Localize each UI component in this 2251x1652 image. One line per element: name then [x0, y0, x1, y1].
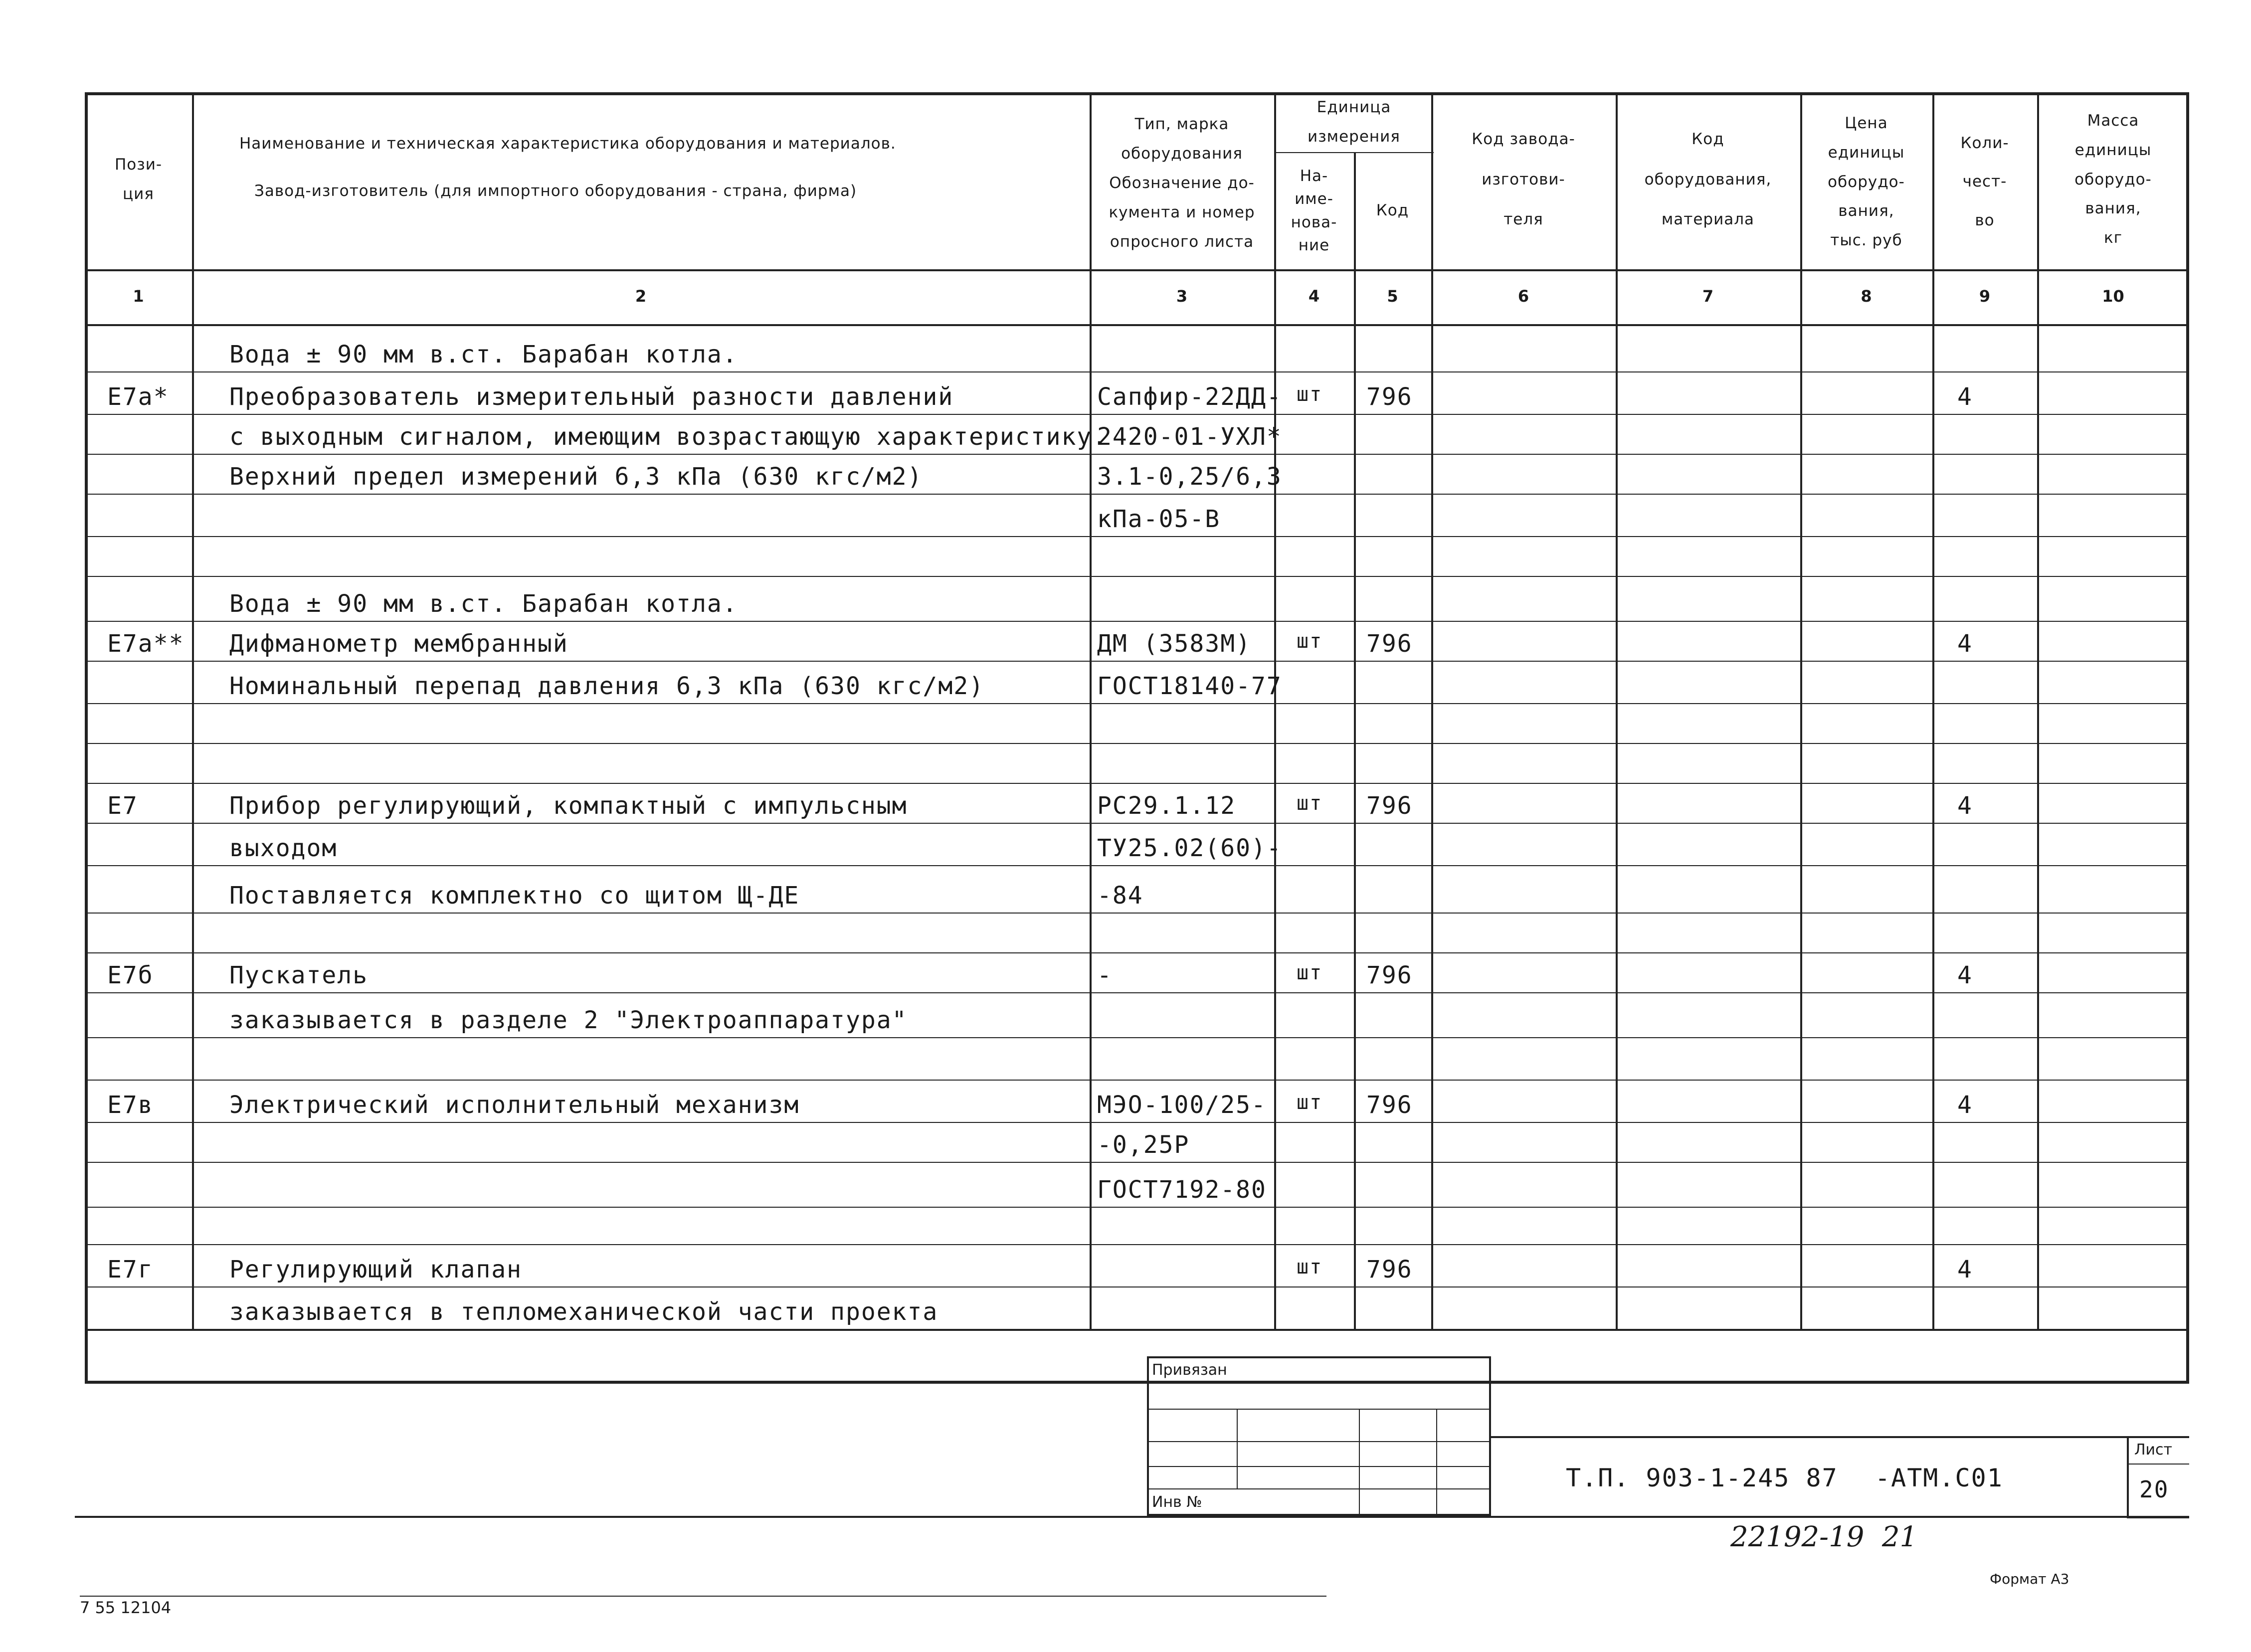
header-name-line1: Наименование и техническая характеристика оборудования и материалов. — [239, 135, 896, 153]
row-type: - — [1097, 961, 1113, 989]
row-position: Е7а* — [107, 383, 169, 411]
row-separator — [85, 1162, 2189, 1163]
sheet-label: Лист — [2134, 1441, 2173, 1459]
header-bottom-line — [85, 269, 2189, 271]
row-separator — [85, 823, 2189, 824]
row-name: Поставляется комплектно со щитом Щ-ДЕ — [229, 882, 800, 910]
row-type: кПа-05-В — [1097, 505, 1221, 533]
row-name: выходом — [229, 834, 338, 862]
row-position: Е7а** — [107, 630, 185, 658]
row-type: ГОСТ18140-77 — [1097, 672, 1282, 700]
row-unit: шт — [1297, 630, 1323, 653]
format-label: Формат А3 — [1990, 1571, 2069, 1587]
col-number-4: 4 — [1308, 287, 1320, 306]
footer-left-code: 7 55 12104 — [80, 1598, 172, 1617]
row-separator — [85, 1080, 2189, 1081]
row-type: ТУ25.02(60)- — [1097, 834, 1282, 862]
row-separator — [85, 865, 2189, 866]
col-number-7: 7 — [1702, 287, 1714, 306]
row-name: Пускатель — [229, 961, 369, 989]
col-number-3: 3 — [1176, 287, 1188, 306]
row-name: заказывается в тепломеханической части проекта — [229, 1298, 938, 1326]
row-separator — [85, 743, 2189, 744]
body-bottom-line — [85, 1329, 2189, 1331]
row-quantity: 4 — [1957, 961, 1973, 989]
row-name: Регулирующий клапан — [229, 1256, 523, 1284]
col-line-4 — [1354, 152, 1356, 1329]
col-line-9 — [2037, 92, 2039, 1329]
col-number-5: 5 — [1387, 287, 1398, 306]
col-line-1 — [192, 92, 194, 1329]
row-type: МЭО-100/25- — [1097, 1091, 1267, 1119]
col-line-7 — [1800, 92, 1802, 1329]
header-plant-code: Код завода- изготови- теля — [1472, 130, 1575, 229]
header-unit-name: На- име- нова- ние — [1291, 167, 1337, 254]
row-position: Е7 — [107, 792, 138, 820]
row-separator — [85, 661, 2189, 662]
row-quantity: 4 — [1957, 383, 1973, 411]
row-name: Номинальный перепад давления 6,3 кПа (630 кгс/м2) — [229, 672, 985, 700]
col-number-2: 2 — [635, 287, 647, 306]
col-number-9: 9 — [1979, 287, 1991, 306]
row-type: ДМ (3583М) — [1097, 630, 1251, 658]
row-separator — [85, 913, 2189, 914]
header-unit-code: Код — [1376, 201, 1409, 220]
col-line-3 — [1274, 92, 1276, 1329]
sheet-box-divider — [2127, 1464, 2189, 1465]
header-unit-group: Единица измерения — [1308, 98, 1400, 146]
col-line-8 — [1932, 92, 1934, 1329]
row-type: -0,25Р — [1097, 1131, 1190, 1159]
row-unit: шт — [1297, 1256, 1323, 1279]
sheet-number: 20 — [2139, 1476, 2169, 1503]
row-unit-code: 796 — [1366, 792, 1413, 820]
col-line-5 — [1431, 92, 1433, 1329]
title-block-top — [1491, 1436, 2189, 1438]
doc-code: Т.П. 903-1-245 87 — [1566, 1464, 1838, 1492]
col-number-6: 6 — [1517, 287, 1529, 306]
row-unit: шт — [1297, 383, 1323, 406]
row-separator — [85, 454, 2189, 455]
row-type: 2420-01-УХЛ* — [1097, 423, 1282, 451]
page-bottom-line — [75, 1516, 2189, 1518]
row-unit-code: 796 — [1366, 1256, 1413, 1284]
row-type: 3.1-0,25/6,3 — [1097, 463, 1282, 491]
row-position: Е7б — [107, 961, 154, 989]
row-quantity: 4 — [1957, 792, 1973, 820]
row-name: Верхний предел измерений 6,3 кПа (630 кгс/м2) — [229, 463, 923, 491]
col-numbers-bottom-line — [85, 324, 2189, 326]
header-mass: Масса единицы оборудо- вания, кг — [2074, 111, 2152, 247]
row-separator — [85, 992, 2189, 993]
stamp-vline-3 — [1436, 1409, 1437, 1516]
header-name-line2: Завод-изготовитель (для импортного оборудования - страна, фирма) — [254, 182, 857, 200]
row-separator — [85, 1286, 2189, 1287]
header-position: Пози- ция — [114, 156, 163, 203]
row-position: Е7г — [107, 1256, 154, 1284]
stamp-line-3 — [1147, 1466, 1491, 1467]
row-unit-code: 796 — [1366, 961, 1413, 989]
footer-left-line — [80, 1596, 1326, 1597]
col-number-10: 10 — [2102, 287, 2124, 306]
col-line-6 — [1616, 92, 1618, 1329]
row-quantity: 4 — [1957, 1091, 1973, 1119]
row-separator — [85, 536, 2189, 537]
row-unit-code: 796 — [1366, 1091, 1413, 1119]
stamp-vline-1 — [1237, 1409, 1238, 1488]
row-separator — [85, 1244, 2189, 1245]
col-number-1: 1 — [133, 287, 144, 306]
stamp-inv-label: Инв № — [1152, 1493, 1202, 1511]
doc-suffix: -АТМ.С01 — [1875, 1464, 2003, 1492]
row-separator — [85, 371, 2189, 372]
handwritten-number: 22192-19 21 — [1730, 1521, 1918, 1553]
header-price: Цена единицы оборудо- вания, тыс. руб — [1828, 114, 1905, 250]
row-name: с выходным сигналом, имеющим возрастающую характеристику. — [229, 423, 1108, 451]
row-separator — [85, 494, 2189, 495]
header-type: Тип, марка оборудования Обозначение до- кумента и номер опросного листа — [1109, 115, 1255, 251]
row-separator — [85, 1122, 2189, 1123]
stamp-line-4 — [1147, 1488, 1491, 1489]
row-quantity: 4 — [1957, 1256, 1973, 1284]
row-type: -84 — [1097, 882, 1143, 910]
row-type: Сапфир-22ДД- — [1097, 383, 1282, 411]
row-separator — [85, 621, 2189, 622]
row-unit: шт — [1297, 961, 1323, 984]
row-name: Дифманометр мембранный — [229, 630, 568, 658]
row-name: Преобразователь измерительный разности давлений — [229, 383, 954, 411]
row-separator — [85, 703, 2189, 704]
row-unit-code: 796 — [1366, 383, 1413, 411]
stamp-line-2 — [1147, 1441, 1491, 1442]
row-name: Вода ± 90 мм в.ст. Барабан котла. — [229, 341, 738, 368]
row-separator — [85, 1207, 2189, 1208]
row-separator — [85, 414, 2189, 415]
row-name: заказывается в разделе 2 "Электроаппаратура" — [229, 1006, 908, 1034]
row-unit: шт — [1297, 792, 1323, 815]
row-unit: шт — [1297, 1091, 1323, 1114]
row-type: РС29.1.12 — [1097, 792, 1236, 820]
stamp-vline-2 — [1359, 1409, 1360, 1516]
row-separator — [85, 576, 2189, 577]
row-separator — [85, 952, 2189, 953]
stamp-tied-box — [1147, 1356, 1491, 1516]
header-quantity: Коли- чест- во — [1960, 134, 2009, 229]
row-name: Прибор регулирующий, компактный с импульсным — [229, 792, 908, 820]
col-line-2 — [1090, 92, 1092, 1329]
row-unit-code: 796 — [1366, 630, 1413, 658]
row-quantity: 4 — [1957, 630, 1973, 658]
row-separator — [85, 1037, 2189, 1038]
stamp-tied-label: Привязан — [1152, 1361, 1227, 1379]
row-separator — [85, 783, 2189, 784]
stamp-line-1 — [1147, 1409, 1491, 1410]
row-name: Электрический исполнительный механизм — [229, 1091, 800, 1119]
row-type: ГОСТ7192-80 — [1097, 1176, 1267, 1204]
col-number-8: 8 — [1861, 287, 1872, 306]
row-name: Вода ± 90 мм в.ст. Барабан котла. — [229, 590, 738, 618]
row-position: Е7в — [107, 1091, 154, 1119]
header-equipment-code: Код оборудования, материала — [1644, 130, 1772, 229]
